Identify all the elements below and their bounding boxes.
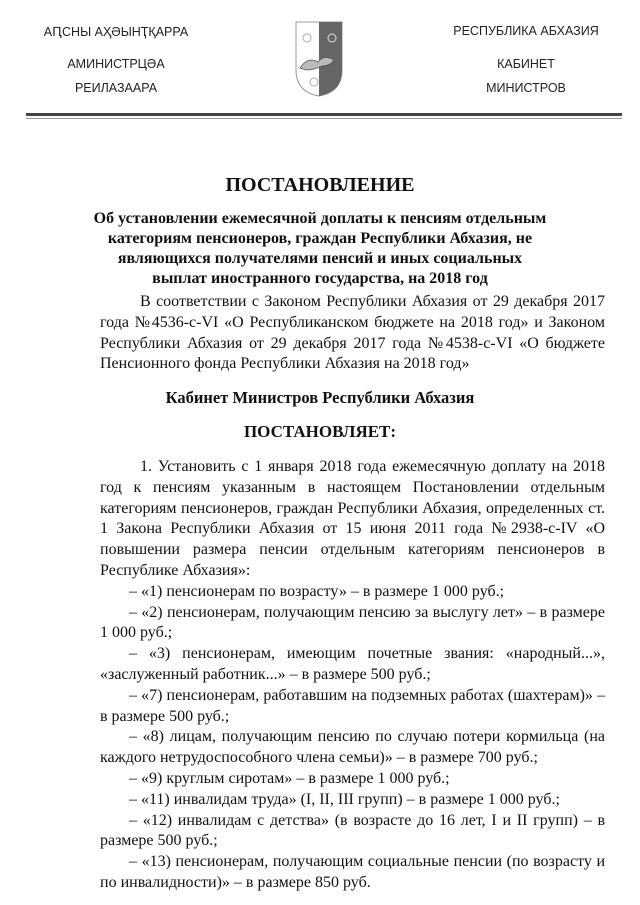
list-item: – «13) пенсионерам, получающим социальные пенсии (по возрасту и по инвалидности)» – в размере 850 руб. [100, 853, 605, 891]
letterhead-divider-thin [26, 118, 622, 119]
letterhead-left-line: АԤСНЫ АҲӘЫНҬҚАРРА [43, 25, 189, 39]
list-item: – «9) круглым сиротам» – в размере 1 000 руб.; [129, 769, 450, 787]
list-item: – «3) пенсионерам, имеющим почетные звания: «народный...», «заслуженный работник...» – в размере 500 руб.; [100, 645, 605, 683]
letterhead-right-line: РЕСПУБЛИКА АБХАЗИЯ [453, 24, 599, 38]
issuer: Кабинет Министров Республики Абхазия [165, 388, 475, 407]
coat-of-arms-emblem [294, 20, 344, 98]
resolves-heading: ПОСТАНОВЛЯЕТ: [243, 422, 397, 441]
list-item: – «8) лицам, получающим пенсию по случаю потери кормильца (на каждого нетрудоспособного члена семьи)» – в размере 700 руб.; [100, 728, 605, 767]
preamble-text: В соответствии с Законом Республики Абхазия от 29 декабря 2017 года №4536-с-VI «О Республиканском бюджете на 2018 год» и Законом Республики Абхазия от 29 декабря 2017 года №4538-с-VI «О бюджете Пенсионного фонда Республики Абхазия на 2018 год» [100, 293, 605, 373]
letterhead-left-line: РЕИЛАЗААРА [74, 81, 158, 95]
list-item: – «2) пенсионерам, получающим пенсию за выслугу лет» – в размере 1 000 руб.; [100, 603, 605, 642]
list-item: – «11) инвалидам труда» (I, II, III групп) – в размере 1 000 руб.; [129, 790, 560, 808]
subject-line: Об установлении ежемесячной доплаты к пенсиям отдельным [93, 210, 547, 227]
document-type-title: ПОСТАНОВЛЕНИЕ [225, 174, 415, 196]
clause-1: 1. Установить с 1 января 2018 года ежемесячную доплату на 2018 год к пенсиям указанным в настоящем Постановлении отдельным категориям пенсионеров, граждан Республики Абхазия, определенных ст. 1 Закона Республики Абхазия от 15 июня 2011 года №2938-с-IV «О повышении размера пенсии отдельным категориям пенсионеров в Республике Абхазия»: [100, 458, 605, 579]
list-item: – «7) пенсионерам, работавшим на подземных работах (шахтерам)» – в размере 500 руб.; [100, 686, 605, 725]
subject-line: категориям пенсионеров, граждан Республики Абхазия, не [107, 230, 533, 247]
document-subject [0, 209, 640, 289]
list-item: – «1) пенсионерам по возрасту» – в размере 1 000 руб.; [129, 582, 505, 600]
subject-line: являющихся получателями пенсий и иных социальных [117, 250, 523, 267]
letterhead-divider [26, 113, 622, 116]
preamble [100, 292, 605, 375]
letterhead-right-line: МИНИСТРОВ [486, 81, 566, 95]
list-item: – «12) инвалидам с детства» (в возрасте до 16 лет, I и II групп) – в размере 500 руб.; [100, 811, 605, 850]
subject-line: выплат иностранного государства, на 2018 год [152, 270, 488, 287]
letterhead-right-line: КАБИНЕТ [497, 57, 555, 71]
letterhead-left-line: АМИНИСТРЦӘА [67, 57, 165, 71]
clauses [100, 457, 605, 894]
